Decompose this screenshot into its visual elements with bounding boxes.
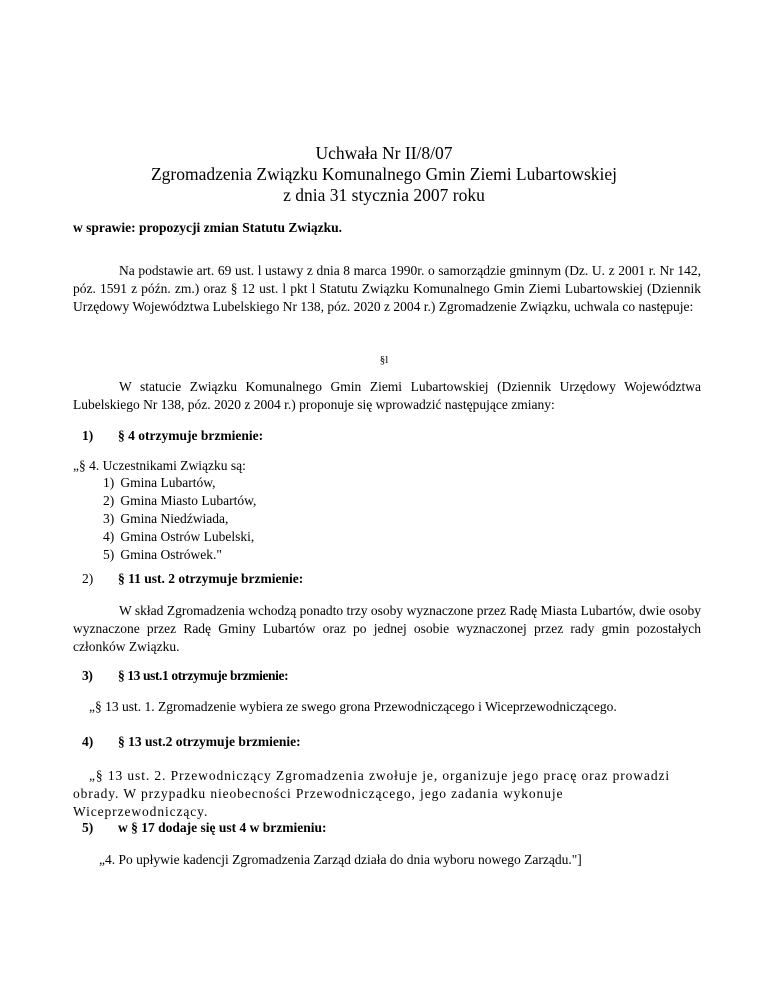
list-item: 5) Gmina Ostrówek.": [103, 547, 222, 562]
item-5-heading: [82, 820, 327, 836]
list-item: 2) Gmina Miasto Lubartów,: [103, 493, 257, 508]
item-1-intro: „§ 4. Uczestnikami Związku są:: [73, 458, 246, 473]
title-line-1: Uchwała Nr II/8/07: [315, 143, 453, 163]
item-heading-text: § 13 ust.1 otrzymuje brzmienie:: [118, 668, 289, 683]
resolution-title: [0, 143, 768, 206]
title-line-3: z dnia 31 stycznia 2007 roku: [283, 185, 485, 205]
item-2-text: W skład Zgromadzenia wchodzą ponadto trzy osoby wyznaczone przez Radę Miasta Lubartów, dwie osoby wyznaczone przez Radę Gminy Lubartów oraz po jednej osobie wyznaczonej przez rady gmin pozostałych członków Związku.: [73, 603, 701, 654]
item-4-text: „§ 13 ust. 2. Przewodniczący Zgromadzenia zwołuje je, organizuje jego pracę oraz prowadzi obrady. W przypadku nieobecności Przewodniczącego, jego zadania wykonuje Wiceprzewodniczący.: [73, 768, 671, 819]
preamble-paragraph: Na podstawie art. 69 ust. l ustawy z dnia 8 marca 1990r. o samorządzie gminnym (Dz. U. z 2001 r. Nr 142, póz. 1591 z późn. zm.) oraz § 12 ust. l pkt l Statutu Związku Komunalnego Gmin Ziemi Lubartowskiej (Dziennik Urzędowy Województwa Lubelskiego Nr 138, póz. 2020 z 2004 r.) Zgromadzenie Związku, uchwala co następuje:: [73, 263, 701, 314]
item-3-heading: [82, 668, 288, 684]
item-number: 2): [82, 571, 94, 586]
section-mark: §l: [379, 354, 389, 366]
item-3-text: „§ 13 ust. 1. Zgromadzenie wybiera ze swego grona Przewodniczącego i Wiceprzewodniczącego.: [89, 699, 617, 714]
item-4-heading: [82, 734, 301, 750]
section-intro-paragraph: W statucie Związku Komunalnego Gmin Ziemi Lubartowskiej (Dziennik Urzędowy Województwa Lubelskiego Nr 138, póz. 2020 z 2004 r.) proponuje się wprowadzić następujące zmiany:: [73, 379, 701, 412]
item-number: 4): [82, 734, 94, 749]
item-2-heading: [82, 571, 303, 587]
item-number: 1): [82, 428, 94, 443]
list-item: 1) Gmina Lubartów,: [103, 475, 216, 490]
item-heading-text: § 11 ust. 2 otrzymuje brzmienie:: [118, 571, 304, 586]
members-list: [103, 474, 256, 564]
item-1-heading: [82, 428, 263, 444]
item-heading-text: w § 17 dodaje się ust 4 w brzmieniu:: [118, 820, 327, 835]
item-5-text: „4. Po upływie kadencji Zgromadzenia Zarząd działa do dnia wyboru nowego Zarządu."]: [99, 852, 582, 867]
item-number: 5): [82, 820, 94, 835]
list-item: 3) Gmina Niedźwiada,: [103, 511, 229, 526]
list-item: 4) Gmina Ostrów Lubelski,: [103, 529, 255, 544]
resolution-subject: w sprawie: propozycji zmian Statutu Związku.: [73, 220, 343, 235]
item-heading-text: § 4 otrzymuje brzmienie:: [118, 428, 264, 443]
item-heading-text: § 13 ust.2 otrzymuje brzmienie:: [118, 734, 301, 749]
item-number: 3): [82, 668, 93, 683]
title-line-2: Zgromadzenia Związku Komunalnego Gmin Ziemi Lubartowskiej: [150, 164, 618, 184]
